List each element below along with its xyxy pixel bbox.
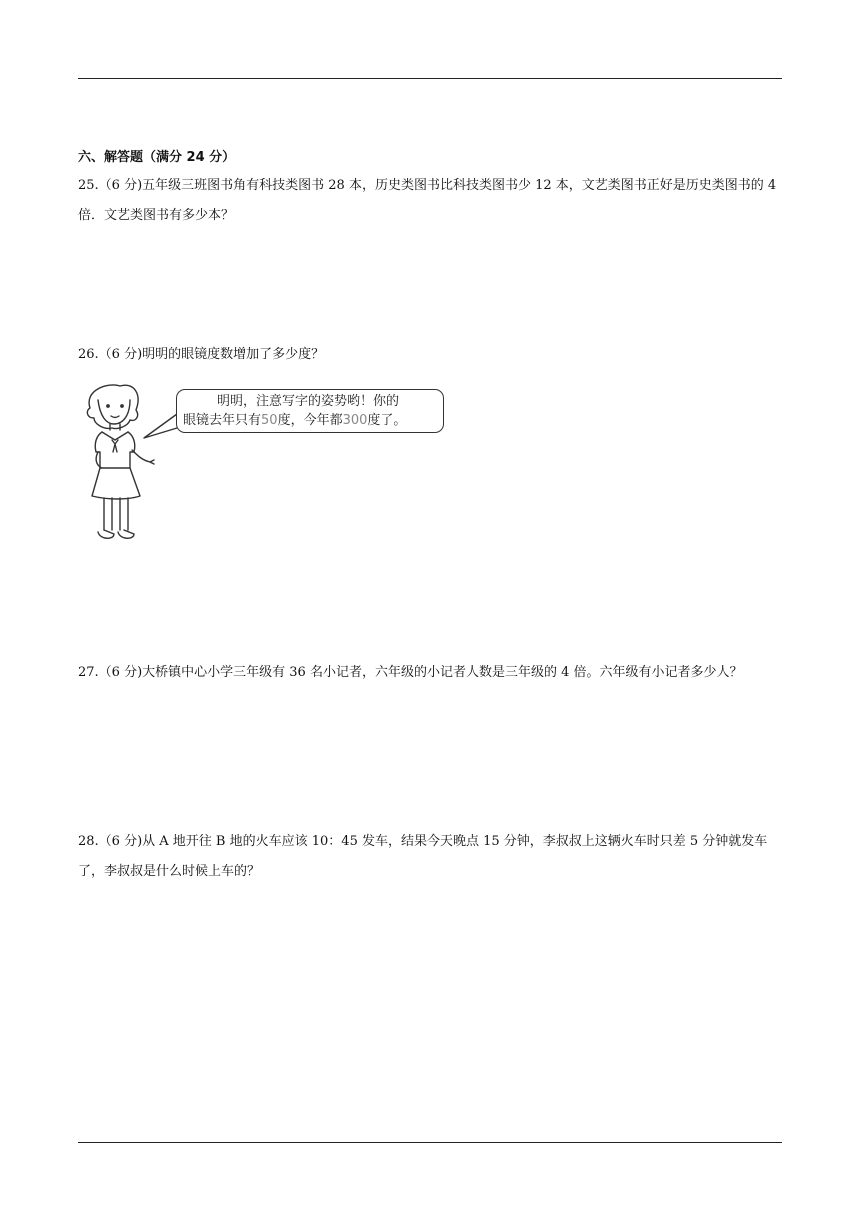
question-27: 27.（6 分)大桥镇中心小学三年级有 36 名小记者，六年级的小记者人数是三年级的 4 倍。六年级有小记者多少人？ [78,665,743,680]
question-28: 28.（6 分)从 A 地开往 B 地的火车应该 10：45 发车，结果今天晚点 15 分钟，李叔叔上这辆火车时只差 5 分钟就发车了，李叔叔是什么时候上车的？ [78,834,768,879]
last-year-degree: 50 [261,413,278,428]
footer-rule [78,1142,782,1143]
this-year-degree: 300 [342,413,368,428]
section-title: 六、解答题（满分 24 分） [78,150,236,165]
teacher-illustration [78,380,458,550]
question-25: 25.（6 分)五年级三班图书角有科技类图书 28 本，历史类图书比科技类图书少 12 本，文艺类图书正好是历史类图书的 4 倍．文艺类图书有多少本？ [78,178,777,223]
teacher-figure-icon [78,380,178,550]
question-26: 26.（6 分)明明的眼镜度数增加了多少度？ [78,347,325,362]
bubble-line-1: 明明，注意写字的姿势哟！你的 [217,394,400,409]
bubble-line-2: 眼镜去年只有50度，今年都300度了。 [183,413,407,428]
header-rule [78,78,782,79]
speech-bubble [176,389,444,433]
